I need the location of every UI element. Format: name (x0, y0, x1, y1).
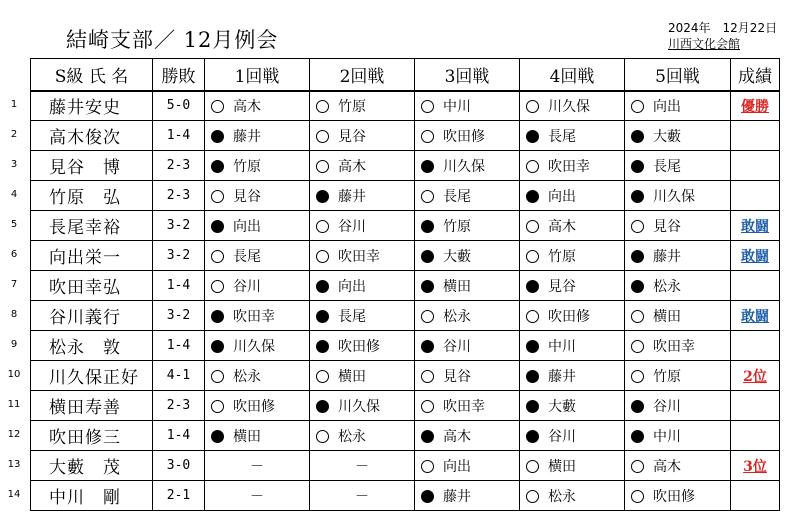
opponent-name: 谷川 (443, 338, 471, 355)
loss-circle-icon (526, 280, 539, 293)
game-cell (205, 421, 310, 451)
row-number: 10 (7, 369, 21, 380)
opponent-name: 見谷 (653, 218, 681, 235)
opponent-name: 川久保 (548, 98, 590, 115)
win-circle-icon (526, 100, 539, 113)
opponent-name: 吹田修 (233, 398, 275, 415)
win-circle-icon (421, 190, 434, 203)
win-circle-icon (316, 100, 329, 113)
standing-cell (731, 271, 780, 301)
game-cell (415, 451, 520, 481)
opponent-name: 長尾 (338, 308, 366, 325)
game-cell (205, 451, 310, 481)
opponent-name: 中川 (653, 428, 681, 445)
game-cell (415, 181, 520, 211)
win-circle-icon (526, 160, 539, 173)
loss-circle-icon (631, 160, 644, 173)
win-loss-record: 1-4 (153, 421, 205, 451)
game-cell (625, 91, 731, 121)
opponent-name: 高木 (443, 428, 471, 445)
opponent-name: 中川 (443, 98, 471, 115)
game-cell (310, 181, 415, 211)
game-cell (625, 301, 731, 331)
win-loss-record: 3-2 (153, 241, 205, 271)
opponent-name: 高木 (653, 458, 681, 475)
win-circle-icon (631, 490, 644, 503)
loss-circle-icon (316, 190, 329, 203)
standing-cell (731, 241, 780, 271)
game-cell (520, 421, 625, 451)
opponent-name: 竹原 (548, 248, 576, 265)
game-cell (310, 391, 415, 421)
opponent-name: 川久保 (338, 398, 380, 415)
loss-circle-icon (211, 310, 224, 323)
opponent-name: 見谷 (233, 188, 261, 205)
game-cell (415, 361, 520, 391)
standing-badge: 敢闘 (741, 248, 769, 265)
opponent-name: 向出 (443, 458, 471, 475)
loss-circle-icon (526, 340, 539, 353)
game-cell (520, 301, 625, 331)
loss-circle-icon (631, 400, 644, 413)
game-cell (520, 361, 625, 391)
standing-cell (731, 481, 780, 511)
results-table (30, 58, 780, 511)
loss-circle-icon (421, 430, 434, 443)
opponent-name: 谷川 (653, 398, 681, 415)
win-circle-icon (631, 340, 644, 353)
player-name: 竹原 弘 (31, 181, 153, 211)
table-row (31, 481, 780, 511)
opponent-name: 横田 (548, 458, 576, 475)
loss-circle-icon (631, 250, 644, 263)
opponent-name: 高木 (233, 98, 261, 115)
loss-circle-icon (211, 430, 224, 443)
col-header-round-5: 5回戦 (625, 59, 731, 91)
game-cell (205, 91, 310, 121)
event-meta (668, 20, 777, 52)
opponent-name: 吹田幸 (548, 158, 590, 175)
table-row (31, 151, 780, 181)
loss-circle-icon (526, 400, 539, 413)
game-cell (520, 151, 625, 181)
game-cell (205, 391, 310, 421)
win-circle-icon (526, 250, 539, 263)
win-circle-icon (421, 130, 434, 143)
standing-cell (731, 181, 780, 211)
win-circle-icon (526, 220, 539, 233)
loss-circle-icon (211, 220, 224, 233)
opponent-name: 川久保 (653, 188, 695, 205)
col-header-round-1: 1回戦 (205, 59, 310, 91)
opponent-name: 向出 (233, 218, 261, 235)
standing-cell (731, 331, 780, 361)
table-row (31, 91, 780, 121)
game-cell (310, 361, 415, 391)
event-date: 2024年 12月22日 (668, 21, 778, 35)
standing-badge: 敢闘 (741, 308, 769, 325)
opponent-name: 横田 (233, 428, 261, 445)
table-row (31, 241, 780, 271)
game-cell (520, 391, 625, 421)
player-name: 吹田幸弘 (31, 271, 153, 301)
row-number: 11 (7, 399, 21, 410)
game-cell (520, 181, 625, 211)
win-circle-icon (421, 370, 434, 383)
game-cell (205, 181, 310, 211)
standing-badge: 2位 (743, 368, 767, 385)
opponent-name: 藤井 (548, 368, 576, 385)
game-cell (520, 211, 625, 241)
loss-circle-icon (526, 130, 539, 143)
game-cell (625, 421, 731, 451)
game-cell (310, 91, 415, 121)
loss-circle-icon (526, 370, 539, 383)
row-number: 8 (10, 309, 18, 320)
opponent-name: 藤井 (233, 128, 261, 145)
player-name: 松永 敦 (31, 331, 153, 361)
opponent-name: 藤井 (653, 248, 681, 265)
game-cell (310, 211, 415, 241)
row-number: 5 (10, 219, 18, 230)
game-cell (415, 211, 520, 241)
win-circle-icon (421, 460, 434, 473)
standing-badge: 優勝 (741, 98, 769, 115)
game-cell (310, 301, 415, 331)
loss-circle-icon (211, 160, 224, 173)
row-number: 2 (10, 129, 18, 140)
opponent-name: 吹田幸 (443, 398, 485, 415)
win-circle-icon (316, 160, 329, 173)
game-cell (415, 331, 520, 361)
opponent-name: 横田 (653, 308, 681, 325)
loss-circle-icon (421, 340, 434, 353)
opponent-name: 大藪 (548, 398, 576, 415)
win-circle-icon (631, 460, 644, 473)
opponent-name: 藤井 (443, 488, 471, 505)
game-cell (310, 481, 415, 511)
win-circle-icon (316, 250, 329, 263)
win-circle-icon (211, 370, 224, 383)
game-cell (310, 151, 415, 181)
col-header-round-3: 3回戦 (415, 59, 520, 91)
opponent-name: 横田 (443, 278, 471, 295)
player-name: 谷川義行 (31, 301, 153, 331)
loss-circle-icon (526, 430, 539, 443)
opponent-name: 川久保 (443, 158, 485, 175)
opponent-name: 松永 (653, 278, 681, 295)
game-cell (415, 121, 520, 151)
game-cell (205, 241, 310, 271)
opponent-name: 竹原 (653, 368, 681, 385)
win-circle-icon (631, 310, 644, 323)
col-header-name: S級 氏 名 (31, 59, 153, 91)
row-number: 12 (7, 429, 21, 440)
opponent-name: 高木 (338, 158, 366, 175)
player-name: 大藪 茂 (31, 451, 153, 481)
opponent-name: 竹原 (233, 158, 261, 175)
win-loss-record: 2-3 (153, 151, 205, 181)
loss-circle-icon (421, 160, 434, 173)
game-cell (625, 331, 731, 361)
table-row (31, 331, 780, 361)
game-cell (415, 91, 520, 121)
opponent-name: 横田 (338, 368, 366, 385)
opponent-name: 吹田修 (548, 308, 590, 325)
loss-circle-icon (316, 310, 329, 323)
player-name: 見谷 博 (31, 151, 153, 181)
game-cell (205, 361, 310, 391)
game-cell (625, 211, 731, 241)
win-loss-record: 1-4 (153, 271, 205, 301)
opponent-name: 竹原 (338, 98, 366, 115)
win-circle-icon (316, 130, 329, 143)
opponent-name: － (250, 488, 264, 505)
table-row (31, 271, 780, 301)
row-number: 6 (10, 249, 18, 260)
game-cell (415, 421, 520, 451)
game-cell (205, 331, 310, 361)
opponent-name: 松永 (338, 428, 366, 445)
game-cell (205, 121, 310, 151)
game-cell (310, 331, 415, 361)
opponent-name: － (355, 488, 369, 505)
game-cell (625, 481, 731, 511)
standing-cell (731, 421, 780, 451)
opponent-name: 松永 (548, 488, 576, 505)
table-row (31, 301, 780, 331)
opponent-name: 谷川 (233, 278, 261, 295)
player-name: 吹田修三 (31, 421, 153, 451)
standing-cell (731, 151, 780, 181)
win-loss-record: 3-2 (153, 211, 205, 241)
game-cell (520, 241, 625, 271)
col-header-record: 勝敗 (153, 59, 205, 91)
win-loss-record: 3-2 (153, 301, 205, 331)
loss-circle-icon (631, 190, 644, 203)
opponent-name: － (250, 458, 264, 475)
opponent-name: 長尾 (548, 128, 576, 145)
win-circle-icon (421, 310, 434, 323)
opponent-name: 吹田幸 (653, 338, 695, 355)
win-circle-icon (211, 190, 224, 203)
opponent-name: 谷川 (548, 428, 576, 445)
loss-circle-icon (526, 190, 539, 203)
col-header-round-4: 4回戦 (520, 59, 625, 91)
win-circle-icon (316, 220, 329, 233)
game-cell (625, 451, 731, 481)
loss-circle-icon (316, 400, 329, 413)
game-cell (520, 121, 625, 151)
opponent-name: 見谷 (338, 128, 366, 145)
page-title: 結崎支部／ 12月例会 (66, 28, 279, 52)
loss-circle-icon (211, 340, 224, 353)
row-number: 7 (10, 279, 18, 290)
table-row (31, 211, 780, 241)
win-circle-icon (421, 100, 434, 113)
loss-circle-icon (631, 430, 644, 443)
loss-circle-icon (421, 280, 434, 293)
game-cell (415, 391, 520, 421)
opponent-name: 谷川 (338, 218, 366, 235)
player-name: 藤井安史 (31, 91, 153, 121)
game-cell (625, 271, 731, 301)
game-cell (625, 151, 731, 181)
opponent-name: 大藪 (443, 248, 471, 265)
opponent-name: 長尾 (653, 158, 681, 175)
game-cell (205, 271, 310, 301)
loss-circle-icon (316, 340, 329, 353)
loss-circle-icon (421, 490, 434, 503)
opponent-name: － (355, 458, 369, 475)
opponent-name: 吹田修 (443, 128, 485, 145)
col-header-result: 成績 (731, 59, 780, 91)
win-loss-record: 4-1 (153, 361, 205, 391)
event-location: 川西文化会館 (668, 37, 741, 51)
game-cell (310, 421, 415, 451)
row-number: 3 (10, 159, 18, 170)
player-name: 川久保正好 (31, 361, 153, 391)
row-number: 13 (7, 459, 21, 470)
standing-badge: 敢闘 (741, 218, 769, 235)
player-name: 向出栄一 (31, 241, 153, 271)
win-loss-record: 5-0 (153, 91, 205, 121)
win-circle-icon (526, 460, 539, 473)
win-circle-icon (631, 220, 644, 233)
player-name: 長尾幸裕 (31, 211, 153, 241)
player-name: 中川 剛 (31, 481, 153, 511)
opponent-name: 藤井 (338, 188, 366, 205)
game-cell (625, 121, 731, 151)
row-numbers (0, 90, 28, 510)
game-cell (310, 451, 415, 481)
win-loss-record: 3-0 (153, 451, 205, 481)
win-circle-icon (211, 250, 224, 263)
standing-cell (731, 391, 780, 421)
game-cell (415, 241, 520, 271)
game-cell (625, 361, 731, 391)
win-circle-icon (211, 400, 224, 413)
row-number: 9 (10, 339, 18, 350)
opponent-name: 大藪 (653, 128, 681, 145)
game-cell (625, 241, 731, 271)
game-cell (310, 271, 415, 301)
standing-cell (731, 91, 780, 121)
game-cell (520, 91, 625, 121)
table-row (31, 451, 780, 481)
game-cell (205, 301, 310, 331)
win-loss-record: 2-3 (153, 391, 205, 421)
game-cell (625, 391, 731, 421)
opponent-name: 吹田幸 (233, 308, 275, 325)
opponent-name: 向出 (653, 98, 681, 115)
player-name: 高木俊次 (31, 121, 153, 151)
table-row (31, 121, 780, 151)
win-circle-icon (316, 430, 329, 443)
standing-cell (731, 361, 780, 391)
row-number: 4 (10, 189, 18, 200)
loss-circle-icon (421, 250, 434, 263)
win-circle-icon (316, 370, 329, 383)
standing-cell (731, 121, 780, 151)
win-loss-record: 2-3 (153, 181, 205, 211)
game-cell (310, 241, 415, 271)
table-row (31, 391, 780, 421)
opponent-name: 川久保 (233, 338, 275, 355)
game-cell (415, 271, 520, 301)
game-cell (205, 211, 310, 241)
loss-circle-icon (631, 280, 644, 293)
opponent-name: 高木 (548, 218, 576, 235)
opponent-name: 中川 (548, 338, 576, 355)
loss-circle-icon (421, 220, 434, 233)
game-cell (310, 121, 415, 151)
win-circle-icon (631, 100, 644, 113)
standing-badge: 3位 (743, 458, 767, 475)
win-circle-icon (526, 490, 539, 503)
game-cell (205, 481, 310, 511)
win-circle-icon (526, 310, 539, 323)
win-circle-icon (211, 100, 224, 113)
loss-circle-icon (211, 130, 224, 143)
opponent-name: 見谷 (548, 278, 576, 295)
table-row (31, 181, 780, 211)
opponent-name: 長尾 (443, 188, 471, 205)
opponent-name: 竹原 (443, 218, 471, 235)
header-row (31, 59, 780, 91)
row-number: 1 (10, 99, 18, 110)
game-cell (415, 481, 520, 511)
loss-circle-icon (316, 280, 329, 293)
game-cell (415, 301, 520, 331)
opponent-name: 吹田修 (338, 338, 380, 355)
win-circle-icon (421, 400, 434, 413)
opponent-name: 吹田修 (653, 488, 695, 505)
opponent-name: 向出 (548, 188, 576, 205)
game-cell (415, 151, 520, 181)
table-row (31, 361, 780, 391)
win-loss-record: 1-4 (153, 121, 205, 151)
win-loss-record: 2-1 (153, 481, 205, 511)
game-cell (205, 151, 310, 181)
opponent-name: 吹田幸 (338, 248, 380, 265)
loss-circle-icon (631, 130, 644, 143)
player-name: 横田寿善 (31, 391, 153, 421)
opponent-name: 松永 (233, 368, 261, 385)
row-number: 14 (7, 489, 21, 500)
game-cell (625, 181, 731, 211)
opponent-name: 向出 (338, 278, 366, 295)
table-row (31, 421, 780, 451)
opponent-name: 見谷 (443, 368, 471, 385)
game-cell (520, 271, 625, 301)
game-cell (520, 451, 625, 481)
game-cell (520, 331, 625, 361)
col-header-round-2: 2回戦 (310, 59, 415, 91)
opponent-name: 長尾 (233, 248, 261, 265)
standing-cell (731, 451, 780, 481)
win-loss-record: 1-4 (153, 331, 205, 361)
win-circle-icon (211, 280, 224, 293)
win-circle-icon (631, 370, 644, 383)
opponent-name: 松永 (443, 308, 471, 325)
standing-cell (731, 211, 780, 241)
game-cell (520, 481, 625, 511)
standing-cell (731, 301, 780, 331)
